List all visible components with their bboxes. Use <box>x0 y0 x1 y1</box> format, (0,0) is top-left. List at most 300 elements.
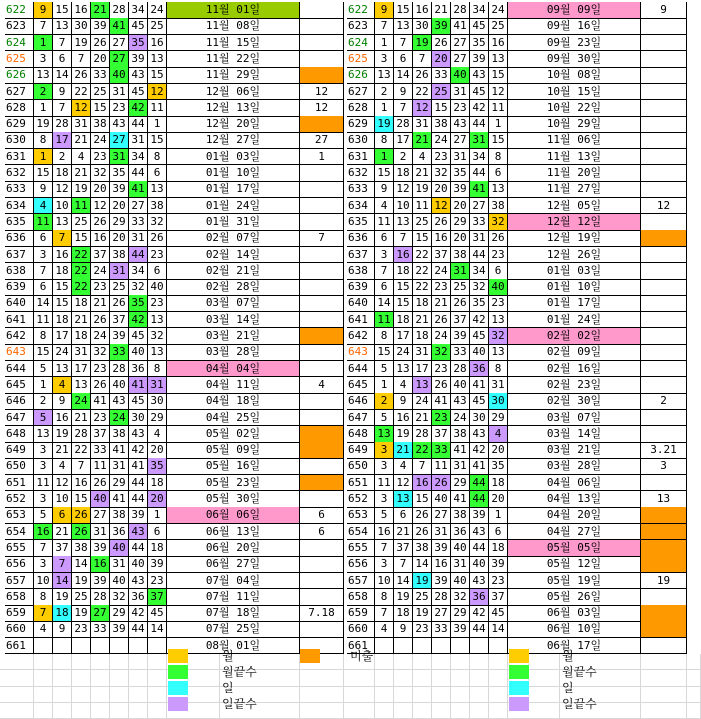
empty-cell[interactable] <box>432 687 451 703</box>
left-extra-cell[interactable] <box>300 621 344 638</box>
empty-cell[interactable] <box>489 654 508 670</box>
empty-cell[interactable] <box>300 687 344 703</box>
left-number-cell[interactable]: 15 <box>72 230 91 247</box>
left-number-cell[interactable]: 22 <box>72 84 91 101</box>
left-extra-cell[interactable] <box>300 295 344 312</box>
right-extra-cell[interactable] <box>641 247 687 264</box>
right-extra-cell[interactable] <box>641 344 687 361</box>
left-number-cell[interactable]: 38 <box>72 540 91 557</box>
left-number-cell[interactable]: 18 <box>53 263 72 280</box>
left-number-cell[interactable]: 1 <box>34 149 53 166</box>
empty-cell[interactable] <box>110 654 129 670</box>
left-number-cell[interactable]: 11 <box>34 214 53 231</box>
right-number-cell[interactable]: 44 <box>470 247 489 264</box>
left-extra-cell[interactable] <box>300 214 344 231</box>
left-number-cell[interactable]: 21 <box>53 524 72 541</box>
left-number-cell[interactable]: 15 <box>53 279 72 296</box>
right-extra-cell[interactable] <box>641 475 687 492</box>
right-number-cell[interactable]: 7 <box>394 556 413 573</box>
right-number-cell[interactable]: 23 <box>489 247 508 264</box>
right-number-cell[interactable]: 21 <box>413 165 432 182</box>
right-number-cell[interactable]: 9 <box>394 393 413 410</box>
left-number-cell[interactable]: 32 <box>110 589 129 606</box>
left-number-cell[interactable]: 21 <box>72 132 91 149</box>
left-number-cell[interactable]: 41 <box>91 393 110 410</box>
right-number-cell[interactable]: 36 <box>451 524 470 541</box>
left-number-cell[interactable]: 7 <box>34 18 53 35</box>
right-extra-cell[interactable] <box>641 426 687 443</box>
right-number-cell[interactable]: 44 <box>470 491 489 508</box>
left-number-cell[interactable]: 20 <box>91 181 110 198</box>
right-number-cell[interactable]: 24 <box>432 132 451 149</box>
empty-cell[interactable] <box>413 703 432 719</box>
right-extra-cell[interactable] <box>641 18 687 35</box>
left-number-cell[interactable]: 16 <box>91 230 110 247</box>
left-number-cell[interactable]: 19 <box>72 573 91 590</box>
right-round-cell[interactable]: 630 <box>347 132 375 149</box>
left-round-cell[interactable]: 647 <box>5 410 34 427</box>
right-extra-cell[interactable] <box>641 230 687 247</box>
left-number-cell[interactable]: 24 <box>91 132 110 149</box>
right-extra-cell[interactable] <box>641 556 687 573</box>
right-number-cell[interactable]: 21 <box>413 312 432 329</box>
empty-cell[interactable] <box>394 687 413 703</box>
right-number-cell[interactable]: 43 <box>470 573 489 590</box>
left-round-cell[interactable]: 661 <box>5 638 34 655</box>
empty-cell[interactable] <box>148 654 167 670</box>
left-extra-cell[interactable] <box>300 442 344 459</box>
empty-cell[interactable] <box>34 670 53 686</box>
left-extra-cell[interactable] <box>300 279 344 296</box>
left-number-cell[interactable]: 7 <box>53 35 72 52</box>
left-round-cell[interactable]: 649 <box>5 442 34 459</box>
right-number-cell[interactable]: 42 <box>470 605 489 622</box>
left-number-cell[interactable]: 9 <box>34 181 53 198</box>
right-number-cell[interactable]: 4 <box>375 198 394 215</box>
right-number-cell[interactable]: 21 <box>413 410 432 427</box>
left-number-cell[interactable]: 9 <box>53 621 72 638</box>
right-number-cell[interactable]: 38 <box>432 116 451 133</box>
left-number-cell[interactable]: 14 <box>53 573 72 590</box>
left-number-cell[interactable]: 9 <box>53 393 72 410</box>
left-number-cell[interactable]: 11 <box>72 198 91 215</box>
empty-cell[interactable] <box>0 670 34 686</box>
right-number-cell[interactable]: 24 <box>413 393 432 410</box>
right-number-cell[interactable]: 10 <box>375 573 394 590</box>
left-number-cell[interactable]: 20 <box>91 51 110 68</box>
right-number-cell[interactable]: 28 <box>394 116 413 133</box>
left-number-cell[interactable]: 40 <box>129 344 148 361</box>
left-number-cell[interactable]: 45 <box>129 328 148 345</box>
right-extra-cell[interactable]: 3 <box>641 458 687 475</box>
left-number-cell[interactable]: 19 <box>53 426 72 443</box>
left-number-cell[interactable]: 19 <box>72 181 91 198</box>
left-extra-cell[interactable] <box>300 491 344 508</box>
right-date-cell[interactable]: 10월 08일 <box>508 67 641 84</box>
right-number-cell[interactable]: 33 <box>432 67 451 84</box>
right-number-cell[interactable]: 15 <box>489 132 508 149</box>
right-number-cell[interactable]: 8 <box>375 589 394 606</box>
right-extra-cell[interactable]: 12 <box>641 198 687 215</box>
left-extra-cell[interactable] <box>300 589 344 606</box>
left-number-cell[interactable]: 4 <box>53 458 72 475</box>
empty-cell[interactable] <box>148 687 167 703</box>
right-number-cell[interactable]: 15 <box>432 100 451 117</box>
left-number-cell[interactable]: 3 <box>34 556 53 573</box>
right-round-cell[interactable]: 627 <box>347 84 375 101</box>
empty-cell[interactable] <box>413 687 432 703</box>
left-round-cell[interactable]: 653 <box>5 507 34 524</box>
right-round-cell[interactable]: 646 <box>347 393 375 410</box>
left-number-cell[interactable]: 18 <box>148 540 167 557</box>
right-number-cell[interactable]: 20 <box>432 51 451 68</box>
right-number-cell[interactable]: 34 <box>470 149 489 166</box>
right-number-cell[interactable]: 18 <box>489 540 508 557</box>
right-number-cell[interactable]: 16 <box>394 410 413 427</box>
right-extra-cell[interactable] <box>641 410 687 427</box>
right-number-cell[interactable]: 37 <box>451 312 470 329</box>
left-number-cell[interactable]: 22 <box>72 263 91 280</box>
right-number-cell[interactable]: 7 <box>375 263 394 280</box>
empty-cell[interactable] <box>451 703 470 719</box>
left-number-cell[interactable]: 19 <box>34 116 53 133</box>
right-number-cell[interactable]: 40 <box>451 67 470 84</box>
left-extra-cell[interactable]: 7 <box>300 230 344 247</box>
empty-cell[interactable] <box>375 670 394 686</box>
left-number-cell[interactable]: 21 <box>91 2 110 19</box>
left-number-cell[interactable]: 22 <box>72 247 91 264</box>
right-number-cell[interactable]: 32 <box>489 214 508 231</box>
left-extra-cell[interactable] <box>300 35 344 52</box>
right-number-cell[interactable]: 41 <box>432 393 451 410</box>
right-number-cell[interactable]: 18 <box>394 605 413 622</box>
right-round-cell[interactable]: 623 <box>347 18 375 35</box>
empty-cell[interactable] <box>470 654 489 670</box>
left-number-cell[interactable]: 19 <box>72 35 91 52</box>
right-extra-cell[interactable] <box>641 589 687 606</box>
left-number-cell[interactable]: 37 <box>91 426 110 443</box>
left-extra-cell[interactable] <box>300 458 344 475</box>
left-number-cell[interactable]: 41 <box>110 442 129 459</box>
right-number-cell[interactable]: 40 <box>451 540 470 557</box>
right-number-cell[interactable]: 40 <box>489 279 508 296</box>
right-extra-cell[interactable] <box>641 116 687 133</box>
right-number-cell[interactable]: 34 <box>470 263 489 280</box>
left-number-cell[interactable]: 21 <box>91 295 110 312</box>
right-number-cell[interactable] <box>451 638 470 655</box>
right-number-cell[interactable]: 13 <box>394 361 413 378</box>
right-number-cell[interactable]: 9 <box>375 2 394 19</box>
right-date-cell[interactable]: 10월 15일 <box>508 84 641 101</box>
right-extra-cell[interactable] <box>641 621 687 638</box>
right-extra-cell[interactable] <box>641 312 687 329</box>
empty-cell[interactable] <box>687 687 701 703</box>
right-number-cell[interactable]: 22 <box>413 279 432 296</box>
left-number-cell[interactable]: 45 <box>129 18 148 35</box>
right-round-cell[interactable]: 639 <box>347 279 375 296</box>
left-number-cell[interactable]: 24 <box>91 263 110 280</box>
left-extra-cell[interactable] <box>300 18 344 35</box>
left-date-cell[interactable]: 04월 25일 <box>167 410 300 427</box>
empty-cell[interactable] <box>375 687 394 703</box>
right-round-cell[interactable]: 660 <box>347 621 375 638</box>
right-number-cell[interactable]: 43 <box>470 524 489 541</box>
right-number-cell[interactable]: 22 <box>413 84 432 101</box>
left-number-cell[interactable]: 28 <box>91 589 110 606</box>
left-number-cell[interactable]: 29 <box>148 410 167 427</box>
empty-cell[interactable] <box>344 687 375 703</box>
left-extra-cell[interactable]: 1 <box>300 149 344 166</box>
left-number-cell[interactable]: 13 <box>72 377 91 394</box>
left-number-cell[interactable]: 33 <box>129 214 148 231</box>
left-number-cell[interactable]: 26 <box>91 377 110 394</box>
right-number-cell[interactable]: 32 <box>489 328 508 345</box>
right-number-cell[interactable]: 23 <box>432 279 451 296</box>
right-date-cell[interactable]: 06월 17일 <box>508 638 641 655</box>
right-number-cell[interactable]: 44 <box>470 540 489 557</box>
right-number-cell[interactable]: 4 <box>394 458 413 475</box>
right-number-cell[interactable]: 31 <box>451 84 470 101</box>
empty-cell[interactable] <box>129 687 148 703</box>
left-number-cell[interactable]: 27 <box>91 507 110 524</box>
left-number-cell[interactable]: 18 <box>53 312 72 329</box>
right-number-cell[interactable]: 41 <box>470 458 489 475</box>
right-number-cell[interactable]: 1 <box>489 507 508 524</box>
right-number-cell[interactable]: 23 <box>489 573 508 590</box>
left-number-cell[interactable]: 1 <box>34 377 53 394</box>
right-number-cell[interactable]: 3 <box>375 247 394 264</box>
left-number-cell[interactable]: 27 <box>110 132 129 149</box>
left-number-cell[interactable]: 13 <box>53 18 72 35</box>
right-number-cell[interactable] <box>489 638 508 655</box>
left-number-cell[interactable]: 11 <box>148 100 167 117</box>
left-extra-cell[interactable] <box>300 116 344 133</box>
left-number-cell[interactable]: 39 <box>110 328 129 345</box>
right-number-cell[interactable]: 17 <box>413 361 432 378</box>
left-number-cell[interactable]: 13 <box>53 214 72 231</box>
right-extra-cell[interactable] <box>641 132 687 149</box>
right-date-cell[interactable]: 04월 27일 <box>508 524 641 541</box>
right-extra-cell[interactable] <box>641 149 687 166</box>
right-date-cell[interactable]: 06월 03일 <box>508 605 641 622</box>
right-number-cell[interactable]: 23 <box>451 100 470 117</box>
right-date-cell[interactable]: 01월 03일 <box>508 263 641 280</box>
empty-cell[interactable] <box>394 703 413 719</box>
left-number-cell[interactable]: 15 <box>91 100 110 117</box>
left-number-cell[interactable]: 15 <box>148 132 167 149</box>
right-number-cell[interactable]: 14 <box>394 573 413 590</box>
right-round-cell[interactable]: 628 <box>347 100 375 117</box>
left-number-cell[interactable]: 41 <box>129 181 148 198</box>
right-extra-cell[interactable] <box>641 67 687 84</box>
left-date-cell[interactable]: 01월 10일 <box>167 165 300 182</box>
right-number-cell[interactable]: 31 <box>470 230 489 247</box>
left-number-cell[interactable]: 38 <box>110 426 129 443</box>
right-number-cell[interactable]: 15 <box>413 491 432 508</box>
right-number-cell[interactable]: 26 <box>413 507 432 524</box>
right-round-cell[interactable]: 633 <box>347 181 375 198</box>
right-number-cell[interactable]: 10 <box>394 198 413 215</box>
left-number-cell[interactable]: 25 <box>91 84 110 101</box>
right-date-cell[interactable]: 05월 26일 <box>508 589 641 606</box>
right-number-cell[interactable]: 23 <box>432 361 451 378</box>
right-number-cell[interactable]: 26 <box>451 295 470 312</box>
right-number-cell[interactable]: 24 <box>489 2 508 19</box>
right-number-cell[interactable]: 13 <box>375 67 394 84</box>
empty-cell[interactable] <box>641 670 687 686</box>
left-number-cell[interactable]: 36 <box>129 361 148 378</box>
right-round-cell[interactable]: 648 <box>347 426 375 443</box>
right-number-cell[interactable]: 31 <box>451 149 470 166</box>
right-date-cell[interactable]: 02월 02일 <box>508 328 641 345</box>
left-number-cell[interactable]: 26 <box>91 475 110 492</box>
right-number-cell[interactable]: 13 <box>489 312 508 329</box>
right-round-cell[interactable]: 625 <box>347 51 375 68</box>
left-number-cell[interactable]: 23 <box>110 100 129 117</box>
left-round-cell[interactable]: 626 <box>5 67 34 84</box>
right-number-cell[interactable]: 9 <box>394 621 413 638</box>
left-number-cell[interactable]: 38 <box>110 507 129 524</box>
left-extra-cell[interactable] <box>300 312 344 329</box>
right-date-cell[interactable]: 01월 17일 <box>508 295 641 312</box>
left-round-cell[interactable]: 628 <box>5 100 34 117</box>
empty-cell[interactable] <box>0 703 34 719</box>
right-number-cell[interactable]: 26 <box>432 312 451 329</box>
left-number-cell[interactable]: 2 <box>34 393 53 410</box>
left-number-cell[interactable]: 27 <box>129 198 148 215</box>
left-number-cell[interactable]: 34 <box>129 2 148 19</box>
right-date-cell[interactable]: 09월 23일 <box>508 35 641 52</box>
left-number-cell[interactable]: 14 <box>34 295 53 312</box>
right-date-cell[interactable]: 02월 16일 <box>508 361 641 378</box>
empty-cell[interactable] <box>413 670 432 686</box>
left-number-cell[interactable]: 6 <box>148 165 167 182</box>
empty-cell[interactable] <box>375 703 394 719</box>
right-number-cell[interactable]: 15 <box>394 2 413 19</box>
right-number-cell[interactable]: 19 <box>413 35 432 52</box>
right-number-cell[interactable]: 37 <box>489 589 508 606</box>
empty-cell[interactable] <box>0 654 34 670</box>
left-number-cell[interactable]: 41 <box>110 491 129 508</box>
right-extra-cell[interactable] <box>641 540 687 557</box>
right-number-cell[interactable]: 4 <box>394 377 413 394</box>
right-number-cell[interactable]: 29 <box>451 605 470 622</box>
left-extra-cell[interactable] <box>300 393 344 410</box>
left-round-cell[interactable]: 642 <box>5 328 34 345</box>
left-number-cell[interactable]: 30 <box>129 410 148 427</box>
left-number-cell[interactable]: 31 <box>110 149 129 166</box>
empty-cell[interactable] <box>0 687 34 703</box>
left-number-cell[interactable]: 31 <box>110 458 129 475</box>
right-round-cell[interactable]: 626 <box>347 67 375 84</box>
empty-cell[interactable] <box>470 687 489 703</box>
left-number-cell[interactable]: 8 <box>34 328 53 345</box>
right-date-cell[interactable]: 03월 07일 <box>508 410 641 427</box>
left-number-cell[interactable]: 8 <box>148 361 167 378</box>
right-date-cell[interactable]: 02월 23일 <box>508 377 641 394</box>
right-number-cell[interactable]: 20 <box>489 442 508 459</box>
left-number-cell[interactable]: 26 <box>110 295 129 312</box>
left-number-cell[interactable]: 1 <box>148 116 167 133</box>
left-extra-cell[interactable] <box>300 165 344 182</box>
left-number-cell[interactable]: 24 <box>148 2 167 19</box>
right-number-cell[interactable]: 14 <box>413 556 432 573</box>
right-number-cell[interactable]: 17 <box>394 132 413 149</box>
right-number-cell[interactable]: 25 <box>432 84 451 101</box>
right-number-cell[interactable]: 14 <box>489 621 508 638</box>
right-number-cell[interactable]: 16 <box>432 556 451 573</box>
left-number-cell[interactable]: 32 <box>148 328 167 345</box>
right-date-cell[interactable]: 12월 26일 <box>508 247 641 264</box>
left-number-cell[interactable]: 1 <box>34 35 53 52</box>
right-number-cell[interactable]: 3 <box>375 491 394 508</box>
right-number-cell[interactable]: 24 <box>451 410 470 427</box>
right-date-cell[interactable]: 04월 06일 <box>508 475 641 492</box>
left-number-cell[interactable]: 5 <box>34 507 53 524</box>
right-date-cell[interactable]: 11월 06일 <box>508 132 641 149</box>
right-number-cell[interactable]: 34 <box>470 2 489 19</box>
left-round-cell[interactable]: 629 <box>5 116 34 133</box>
empty-cell[interactable] <box>34 687 53 703</box>
left-date-cell[interactable]: 12월 20일 <box>167 116 300 133</box>
right-date-cell[interactable]: 12월 05일 <box>508 198 641 215</box>
right-number-cell[interactable]: 40 <box>451 573 470 590</box>
left-date-cell[interactable]: 03월 14일 <box>167 312 300 329</box>
left-number-cell[interactable]: 40 <box>148 279 167 296</box>
right-extra-cell[interactable] <box>641 638 687 655</box>
empty-cell[interactable] <box>53 687 72 703</box>
right-number-cell[interactable]: 39 <box>451 181 470 198</box>
right-number-cell[interactable]: 41 <box>470 377 489 394</box>
right-round-cell[interactable]: 647 <box>347 410 375 427</box>
right-number-cell[interactable]: 8 <box>489 149 508 166</box>
left-number-cell[interactable]: 40 <box>91 491 110 508</box>
left-number-cell[interactable]: 24 <box>72 393 91 410</box>
left-extra-cell[interactable]: 12 <box>300 84 344 101</box>
empty-cell[interactable] <box>344 670 375 686</box>
empty-cell[interactable] <box>489 670 508 686</box>
right-number-cell[interactable]: 15 <box>394 295 413 312</box>
left-date-cell[interactable]: 05월 16일 <box>167 458 300 475</box>
right-number-cell[interactable]: 8 <box>489 361 508 378</box>
left-number-cell[interactable]: 31 <box>110 263 129 280</box>
left-number-cell[interactable]: 38 <box>148 198 167 215</box>
left-number-cell[interactable]: 43 <box>129 524 148 541</box>
empty-cell[interactable] <box>148 670 167 686</box>
right-number-cell[interactable]: 13 <box>394 214 413 231</box>
right-number-cell[interactable]: 19 <box>375 116 394 133</box>
right-number-cell[interactable]: 20 <box>432 181 451 198</box>
right-date-cell[interactable]: 05월 19일 <box>508 573 641 590</box>
left-number-cell[interactable]: 16 <box>72 2 91 19</box>
right-number-cell[interactable]: 11 <box>375 214 394 231</box>
left-number-cell[interactable]: 1 <box>34 100 53 117</box>
right-number-cell[interactable]: 7 <box>375 540 394 557</box>
right-number-cell[interactable]: 23 <box>413 621 432 638</box>
left-number-cell[interactable]: 22 <box>72 442 91 459</box>
right-extra-cell[interactable] <box>641 181 687 198</box>
left-number-cell[interactable]: 3 <box>34 458 53 475</box>
right-round-cell[interactable]: 636 <box>347 230 375 247</box>
left-number-cell[interactable]: 43 <box>129 426 148 443</box>
left-number-cell[interactable] <box>110 638 129 655</box>
right-number-cell[interactable]: 7 <box>375 18 394 35</box>
left-extra-cell[interactable]: 7.18 <box>300 605 344 622</box>
right-number-cell[interactable] <box>470 638 489 655</box>
right-number-cell[interactable]: 36 <box>470 589 489 606</box>
right-number-cell[interactable]: 33 <box>432 621 451 638</box>
right-number-cell[interactable]: 12 <box>489 84 508 101</box>
